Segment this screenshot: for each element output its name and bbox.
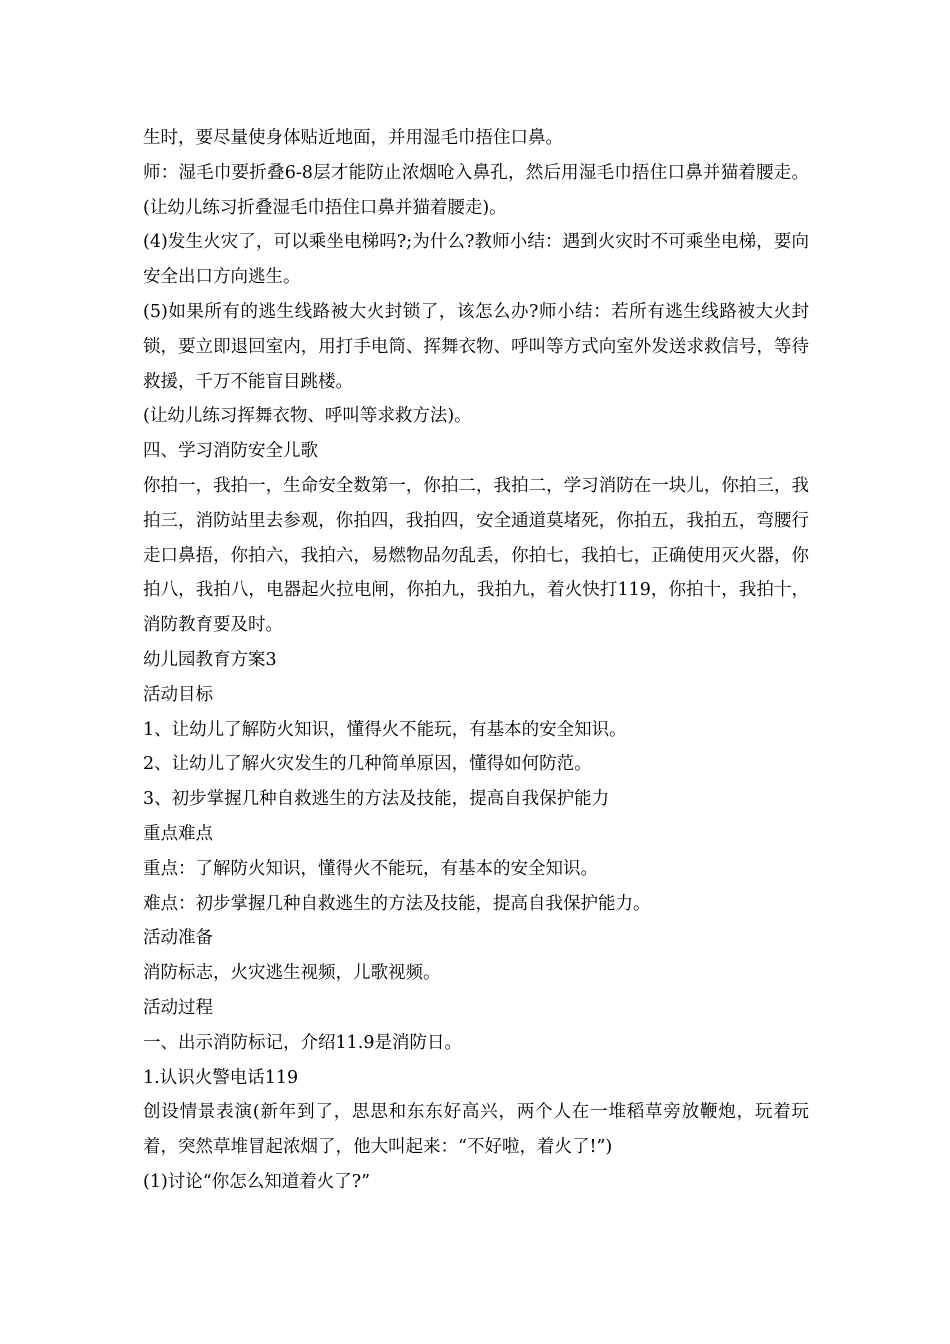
paragraph-preparation: 消防标志，火灾逃生视频，儿歌视频。	[143, 963, 441, 984]
process-step-1: 一、出示消防标记，介绍11.9是消防日。	[143, 1032, 462, 1053]
heading-activity-goals: 活动目标	[143, 684, 213, 705]
paragraph-nursery-rhyme: 你拍一，我拍一，生命安全数第一，你拍二，我拍二，学习消防在一块儿，你拍三，我拍三，消防站里去参观，你拍四，我拍四，安全通道莫堵死，你拍五，我拍五，弯腰行走口鼻捂，你拍六，我拍六，易燃物品勿乱丢，你拍七，我拍七，正确使用灭火器，你拍八，我拍八，电器起火拉电闸，你拍九，我拍九，着火快打119，你拍十，我拍十，消防教育要及时。	[143, 475, 809, 636]
paragraph-practice-signal: (让幼儿练习挥舞衣物、呼叫等求救方法)。	[143, 406, 472, 427]
paragraph-blocked-routes: (5)如果所有的逃生线路被大火封锁了，该怎么办?师小结：若所有逃生线路被大火封锁，要立即退回室内，用打手电筒、挥舞衣物、呼叫等方式向室外发送求救信号，等待救援，千万不能盲目跳楼。	[143, 301, 809, 392]
process-step-119: 1.认识火警电话119	[143, 1067, 299, 1088]
heading-preparation: 活动准备	[143, 928, 213, 949]
key-point-focus: 重点：了解防火知识，懂得火不能玩，有基本的安全知识。	[143, 858, 598, 879]
document-body	[143, 121, 809, 1200]
key-point-difficulty: 难点：初步掌握几种自救逃生的方法及技能，提高自我保护能力。	[143, 893, 651, 914]
plan-title: 幼儿园教育方案3	[143, 649, 277, 670]
paragraph-elevator: (4)发生火灾了，可以乘坐电梯吗?;为什么?教师小结：遇到火灾时不可乘坐电梯，要向安全出口方向逃生。	[143, 232, 809, 288]
paragraph-discussion: (1)讨论“你怎么知道着火了?”	[143, 1171, 371, 1192]
paragraph-teacher-towel: 师：湿毛巾要折叠6-8层才能防止浓烟呛入鼻孔，然后用湿毛巾捂住口鼻并猫着腰走。(让幼儿练习折叠湿毛巾捂住口鼻并猫着腰走)。	[143, 162, 809, 218]
heading-process: 活动过程	[143, 997, 213, 1018]
paragraph-scenario: 创设情景表演(新年到了，思思和东东好高兴，两个人在一堆稻草旁放鞭炮，玩着玩着，突然草堆冒起浓烟了，他大叫起来：“不好啦，着火了!”)	[143, 1102, 809, 1158]
heading-key-points: 重点难点	[143, 823, 213, 844]
goal-item-2: 2、让幼儿了解火灾发生的几种简单原因，懂得如何防范。	[143, 754, 592, 775]
paragraph-continuation: 生时，要尽量使身体贴近地面，并用湿毛巾捂住口鼻。	[143, 128, 563, 148]
goal-item-1: 1、让幼儿了解防火知识，懂得火不能玩，有基本的安全知识。	[143, 719, 627, 740]
section-heading-nursery-rhyme: 四、学习消防安全儿歌	[143, 441, 318, 462]
goal-item-3: 3、初步掌握几种自救逃生的方法及技能，提高自我保护能力	[143, 789, 610, 810]
